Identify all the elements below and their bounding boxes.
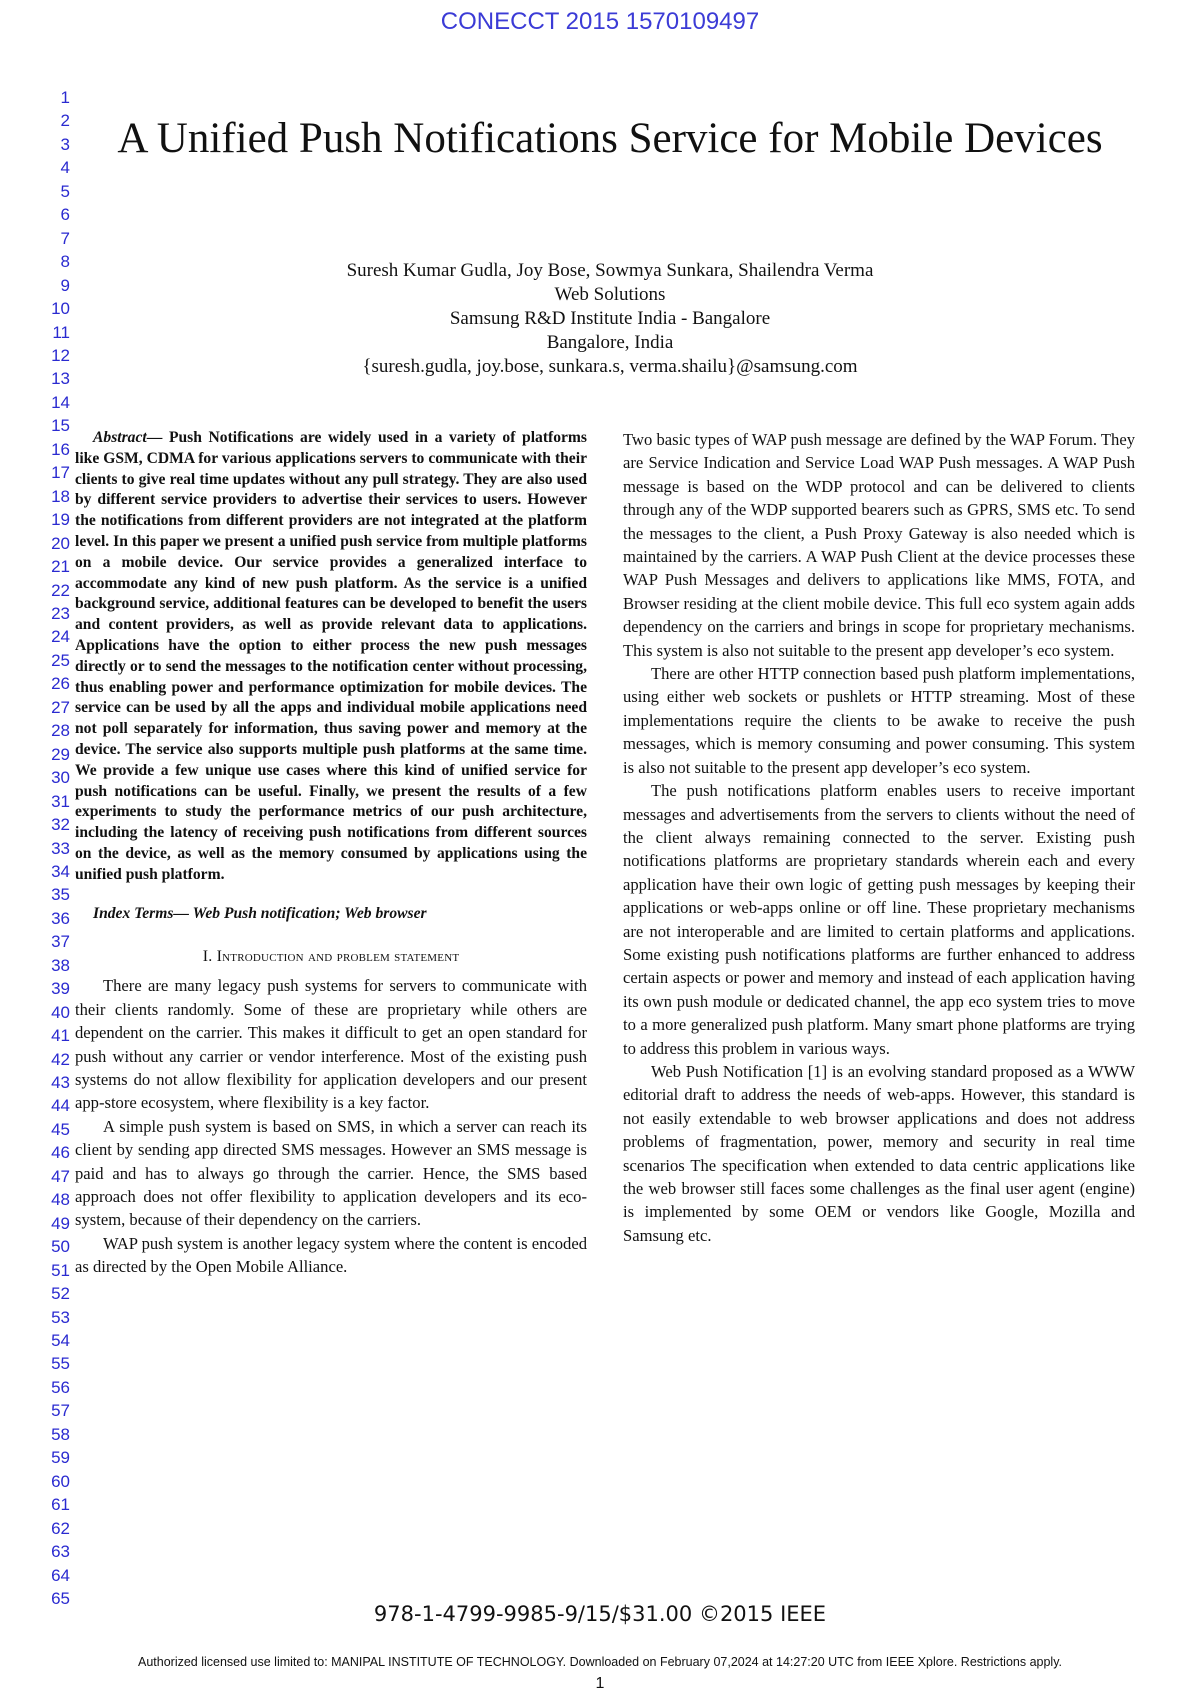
line-number: 58 [51,1424,70,1444]
line-number: 21 [51,557,70,577]
right-column [623,428,1135,1247]
line-number: 52 [51,1284,70,1304]
line-number: 43 [51,1073,70,1093]
author-department: Web Solutions [554,284,666,305]
section-heading: I. Introduction and problem statement [202,947,460,965]
line-number: 39 [51,979,70,999]
line-number: 1 [60,88,70,107]
left-column [75,428,587,1279]
line-number: 59 [51,1448,70,1468]
line-number: 20 [51,533,70,553]
line-number: 26 [51,674,70,694]
line-number: 50 [51,1237,70,1257]
left-body [75,974,587,1278]
author-location: Bangalore, India [546,332,674,353]
body-paragraph: WAP push system is another legacy system where the content is encoded as directed by the Open Mobile Alliance. [75,1233,587,1277]
line-number: 19 [51,510,70,530]
line-number: 53 [51,1307,70,1327]
line-number: 7 [60,228,70,248]
line-number: 16 [51,439,70,459]
line-numbers [30,86,70,1610]
body-paragraph: There are many legacy push systems for servers to communicate with their clients randomly. Some of these are proprietary while others are dependent on the carrier. This makes it difficult to get an open standard for push without any carrier or vendor interference. Most of the existing push systems do not allow flexibility for application developers and our present app-store ecosystem, where flexibility is a key factor. [75,976,587,1113]
line-number: 32 [51,815,70,835]
line-number: 60 [51,1471,70,1491]
line-number: 24 [51,627,70,647]
line-number: 61 [51,1495,70,1515]
line-number: 13 [51,369,70,389]
right-body [623,428,1135,1247]
line-number: 5 [60,181,70,201]
line-number: 35 [51,885,70,905]
line-number: 65 [51,1589,70,1608]
line-number: 45 [51,1119,70,1139]
paper-title: A Unified Push Notifications Service for Mobile Devices [117,115,1103,162]
line-number: 18 [51,486,70,506]
line-number: 17 [51,463,70,483]
line-number: 62 [51,1518,70,1538]
line-number: 41 [51,1026,70,1046]
index-terms: Index Terms— Web Push notification; Web browser [93,904,427,922]
abstract [75,428,587,886]
line-number: 2 [60,111,70,131]
page-number: 1 [595,1675,605,1692]
line-number: 27 [51,697,70,717]
line-number: 23 [51,603,70,623]
footer-license: Authorized licensed use limited to: MANIPAL INSTITUTE OF TECHNOLOGY. Downloaded on February 07,2024 at 14:27:20 UTC from IEEE Xplore. Restrictions apply. [137,1655,1062,1669]
line-number: 31 [51,791,70,811]
line-number: 38 [51,955,70,975]
author-names: Suresh Kumar Gudla, Joy Bose, Sowmya Sunkara, Shailendra Verma [346,260,874,281]
line-number: 44 [51,1096,70,1116]
line-number: 54 [51,1331,70,1351]
line-number: 64 [51,1565,70,1585]
line-number: 40 [51,1002,70,1022]
line-number: 36 [51,908,70,928]
line-number: 33 [51,838,70,858]
line-number: 3 [60,134,70,154]
body-paragraph: There are other HTTP connection based push platform implementations, using either web sockets or pushlets or HTTP streaming. Most of these implementations require the clients to be awake to receive the push messages, which is memory consuming and power consuming. This system is also not suitable to the present app developer’s eco system. [623,664,1135,777]
author-block [140,259,1080,379]
author-institute: Samsung R&D Institute India - Bangalore [449,308,771,329]
line-number: 47 [51,1166,70,1186]
line-number: 22 [51,580,70,600]
line-number: 42 [51,1049,70,1069]
footer-isbn: 978-1-4799-9985-9/15/$31.00 ©2015 IEEE [373,1602,827,1626]
line-number: 34 [51,861,70,881]
line-number: 49 [51,1213,70,1233]
abstract-label: Abstract [93,429,147,446]
line-number: 4 [60,158,70,178]
line-number: 15 [51,416,70,436]
line-number: 28 [51,721,70,741]
line-number: 14 [51,392,70,412]
line-number: 11 [52,322,70,342]
body-paragraph: The push notifications platform enables users to receive important messages and advertisements from the servers to clients without the need of the client always remaining connected to the server. Existing push notifications platforms are proprietary standards wherein each and every application have their own logic of getting push messages by keeping their applications or web-apps online or off line. These proprietary mechanisms are not interoperable and are limited to certain platforms and applications. Some existing push notifications platforms are further enhanced to address certain aspects or power and memory and instead of each application having its own push module or dedicated channel, the app eco system tries to move to a more generalized push platform. Many smart phone platforms are trying to address this problem in various ways. [623,781,1135,1058]
line-number: 10 [51,299,70,319]
line-number: 9 [60,275,70,295]
line-number: 25 [51,650,70,670]
line-number: 37 [51,932,70,952]
line-number: 51 [51,1260,70,1280]
body-paragraph: Two basic types of WAP push message are defined by the WAP Forum. They are Service Indication and Service Load WAP Push messages. A WAP Push message is based on the WDP protocol and can be delivered to clients through any of the WDP supported bearers such as GPRS, SMS etc. To send the messages to the client, a Push Proxy Gateway is also needed which is maintained by the carriers. A WAP Push Client at the device processes these WAP Push Messages and delivers to applications like MMS, FOTA, and Browser residing at the client mobile device. This full eco system again adds dependency on the carriers and brings in scope for proprietary mechanisms. This system is also not suitable to the present app developer’s eco system. [623,430,1135,660]
line-number: 8 [60,252,70,272]
abstract-text: — Push Notifications are widely used in a variety of platforms like GSM, CDMA for various applications servers to communicate with their clients to give real time updates without any pull strategy. They are also used by different service providers to advertise their services to users. However the notifications from different providers are not integrated at the platform level. In this paper we present a unified push service from multiple platforms on a mobile device. Our service provides a generalized interface to accommodate any kind of new push platform. As the service is a unified background service, additional features can be developed to benefit the users and content providers, as well as provide relevant data to applications. Applications have the option to either process the new push messages directly or to send the messages to the notification center without processing, thus enabling power and performance optimization for mobile devices. The service can be used by all the apps and individual mobile applications need not poll separately for information, thus saving power and memory at the device. The service also supports multiple push platforms at the same time. We provide a few unique use cases where this kind of unified service for push notifications can be useful. Finally, we present the results of a few experiments to study the performance metrics of our push architecture, including the latency of receiving push notifications from different sources on the device, as well as the memory consumed by applications using the unified push platform. [75,429,587,883]
line-number: 63 [51,1542,70,1562]
line-number: 56 [51,1377,70,1397]
line-number: 29 [51,744,70,764]
body-paragraph: A simple push system is based on SMS, in which a server can reach its client by sending app directed SMS messages. However an SMS message is paid and has to always go through the carrier. Hence, the SMS based approach does not offer flexibility to application developers and its eco-system, because of their dependency on the carriers. [75,1116,587,1230]
line-number: 46 [51,1143,70,1163]
line-number: 57 [51,1401,70,1421]
conference-tag: CONECCT 2015 1570109497 [440,8,760,35]
line-number: 12 [51,345,70,365]
line-number: 48 [51,1190,70,1210]
author-emails: {suresh.gudla, joy.bose, sunkara.s, verma.shailu}@samsung.com [362,356,858,377]
line-number: 55 [51,1354,70,1374]
line-number: 6 [60,205,70,225]
body-paragraph: Web Push Notification [1] is an evolving standard proposed as a WWW editorial draft to address the needs of web-apps. However, this standard is not easily extendable to web browser applications and does not address problems of fragmentation, power, memory and security in real time scenarios The specification when extended to data centric applications like the web browser still faces some challenges as the final user agent (engine) is implemented by some OEM or vendors like Google, Mozilla and Samsung etc. [623,1061,1135,1245]
line-number: 30 [51,768,70,788]
